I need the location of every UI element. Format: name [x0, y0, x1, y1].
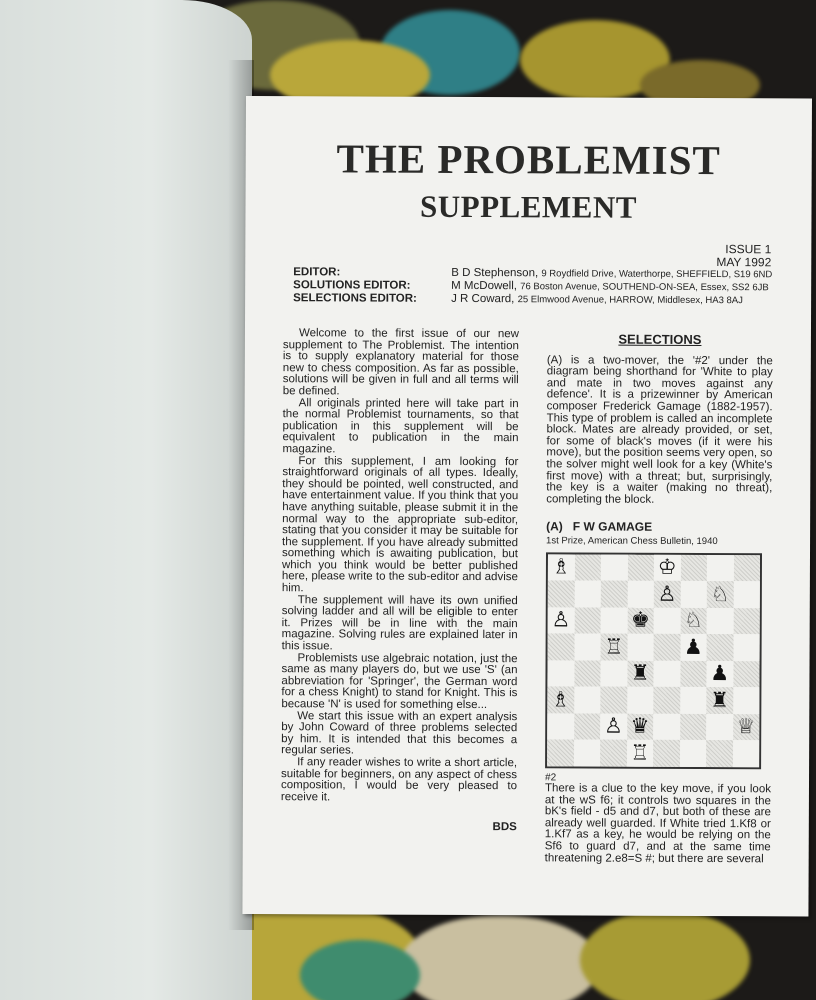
- board-square: [574, 580, 601, 607]
- problem-author: F W GAMAGE: [572, 519, 653, 535]
- chess-piece-square: ♗: [547, 686, 574, 713]
- issue-date: MAY 1992: [716, 255, 772, 270]
- editor-name: B D Stephenson,: [451, 266, 539, 280]
- board-square: [574, 633, 601, 660]
- board-square: [680, 554, 707, 581]
- board-square: [680, 687, 707, 714]
- welcome-column: [281, 328, 519, 834]
- newsletter-page: [242, 96, 812, 916]
- selections-column: [545, 329, 773, 865]
- editor-name: J R Coward,: [451, 292, 515, 306]
- board-square: [653, 713, 680, 740]
- editor-contact: [451, 293, 803, 308]
- chess-piece-square: ♙: [548, 607, 575, 634]
- problem-heading: [546, 519, 772, 535]
- board-square: [574, 686, 601, 713]
- board-square: [733, 740, 760, 767]
- board-square: [600, 687, 627, 714]
- board-square: [574, 713, 601, 740]
- page-title: THE PROBLEMIST: [336, 135, 721, 184]
- board-square: [627, 634, 654, 661]
- editor-role: SOLUTIONS EDITOR:: [293, 279, 411, 292]
- board-square: [707, 608, 734, 635]
- chess-piece-square: ♜: [706, 687, 733, 714]
- paragraph: Welcome to the first issue of our new supplement to The Problemist. The intention is to supply explanatory material for those new to chess composition. As far as possible, solutions will be given in full and all terms will be defined.: [282, 327, 519, 398]
- board-square: [653, 740, 680, 767]
- issue-info: [716, 243, 771, 269]
- editor-role: EDITOR:: [293, 266, 341, 279]
- board-square: [627, 687, 654, 714]
- board-square: [574, 739, 601, 766]
- left-blank-page: [0, 0, 252, 1000]
- board-square: [574, 554, 601, 581]
- chess-piece-square: ♗: [548, 554, 575, 581]
- editor-address: 9 Roydfield Drive, Waterthorpe, SHEFFIELD, S19 6ND: [541, 268, 773, 281]
- chess-piece-square: ♙: [654, 581, 681, 608]
- board-square: [574, 660, 601, 687]
- chess-piece-square: ♟: [706, 661, 733, 688]
- board-square: [733, 634, 760, 661]
- paragraph: All originals printed here will take part in the normal Problemist tournaments, so that publication in this supplement will be equivalent to publication in the main magazine.: [282, 396, 519, 456]
- board-square: [574, 607, 601, 634]
- analysis-text: There is a clue to the key move, if you look at the wS f6; it controls two squares in the bK's field - d5 and d7, but both of these are already well guarded. If White tried 1.Kf8 or 1.Kf7 as a key, he would be relying on the Sf6 to guard d7, and at the same time threatening 2.e8=S #; but there are several: [544, 782, 772, 865]
- board-square: [733, 555, 760, 582]
- board-square: [733, 581, 760, 608]
- board-square: [600, 740, 627, 767]
- board-square: [547, 713, 574, 740]
- paragraph: If any reader wishes to write a short article, suitable for beginners, on any aspect of chess composition, I would be very pleased to receive it.: [280, 756, 518, 804]
- chess-piece-square: ♟: [680, 634, 707, 661]
- editor-address: 25 Elmwood Avenue, HARROW, Middlesex, HA3 8AJ: [517, 294, 743, 307]
- board-square: [547, 739, 574, 766]
- board-square: [707, 555, 734, 582]
- board-square: [601, 607, 628, 634]
- chess-piece-square: ♘: [707, 581, 734, 608]
- selections-intro: (A) is a two-mover, the '#2' under the diagram being shorthand for 'White to play and mate in two moves against any defence'. It is a prizewinner by American composer Frederick Gamage (1882-1957). This type of problem is called an incomplete block. Mates are already provided, or set, for some of black's moves (if it were his move), but the position seems very open, so the solver might well look for a key (White's first move) with a threat; but, surprisingly, the key is a waiter (making no threat), completing the block.: [546, 353, 773, 506]
- board-square: [547, 660, 574, 687]
- signature: BDS: [492, 821, 517, 834]
- chess-piece-square: ♖: [627, 740, 654, 767]
- board-square: [680, 581, 707, 608]
- problem-stipulation: #2: [545, 771, 557, 783]
- board-square: [601, 554, 628, 581]
- selections-heading: SELECTIONS: [618, 331, 702, 347]
- paragraph: The supplement will have its own unified solving ladder and all will be eligible to enter it. Prizes will be in line with the main magazine. Solving rules are explained later in this issue.: [281, 593, 518, 653]
- chess-piece-square: ♘: [680, 607, 707, 634]
- board-square: [653, 687, 680, 714]
- board-square: [654, 634, 681, 661]
- board-square: [627, 581, 654, 608]
- board-square: [601, 581, 628, 608]
- board-square: [680, 713, 707, 740]
- chess-piece-square: ♙: [600, 713, 627, 740]
- editor-row: [293, 292, 803, 307]
- problem-source: 1st Prize, American Chess Bulletin, 1940: [546, 535, 718, 547]
- editor-role: SELECTIONS EDITOR:: [293, 292, 417, 305]
- board-square: [653, 660, 680, 687]
- board-square: [548, 580, 575, 607]
- board-square: [548, 633, 575, 660]
- paragraph: We start this issue with an expert analysis by John Coward of three problems selected by him. It is intended that this becomes a regular series.: [281, 709, 518, 757]
- editor-list: [293, 266, 803, 307]
- board-square: [680, 660, 707, 687]
- issue-number: ISSUE 1: [725, 242, 772, 257]
- page-subtitle: SUPPLEMENT: [420, 188, 638, 225]
- editor-address: 76 Boston Avenue, SOUTHEND-ON-SEA, Essex, SS2 6JB: [520, 281, 769, 294]
- board-square: [733, 661, 760, 688]
- paragraph: For this supplement, I am looking for straightforward originals of all types. Ideally, they should be pointed, well constructed, and have entertainment value. If you think that you have anything suitable, please submit it in the normal way to the appropriate sub-editor, stating that you consider it may be suitable for the supplement. If you have already submitted something which is awaiting publication, but which you think would be better published here, please write to the sub-editor and advise him.: [281, 454, 519, 595]
- board-square: [627, 554, 654, 581]
- editor-name: M McDowell,: [451, 279, 518, 293]
- chess-piece-square: ♜: [627, 660, 654, 687]
- chess-piece-square: ♛: [627, 713, 654, 740]
- board-square: [707, 634, 734, 661]
- problem-label: (A): [546, 519, 563, 534]
- chess-piece-square: ♔: [654, 554, 681, 581]
- board-square: [706, 714, 733, 741]
- board-square: [733, 687, 760, 714]
- paragraph: Problemists use algebraic notation, just the same as many players do, but we use 'S' (an abbreviation for 'Springer', the German word for a chess Knight) to stand for Knight. This is because 'N' is used for something else...: [281, 651, 518, 712]
- chess-piece-square: ♚: [627, 607, 654, 634]
- chess-piece-square: ♖: [601, 634, 628, 661]
- chess-diagram: [545, 552, 762, 769]
- chess-piece-square: ♕: [733, 714, 760, 741]
- board-square: [733, 608, 760, 635]
- board-square: [706, 740, 733, 767]
- board-square: [600, 660, 627, 687]
- board-square: [680, 740, 707, 767]
- board-square: [654, 607, 681, 634]
